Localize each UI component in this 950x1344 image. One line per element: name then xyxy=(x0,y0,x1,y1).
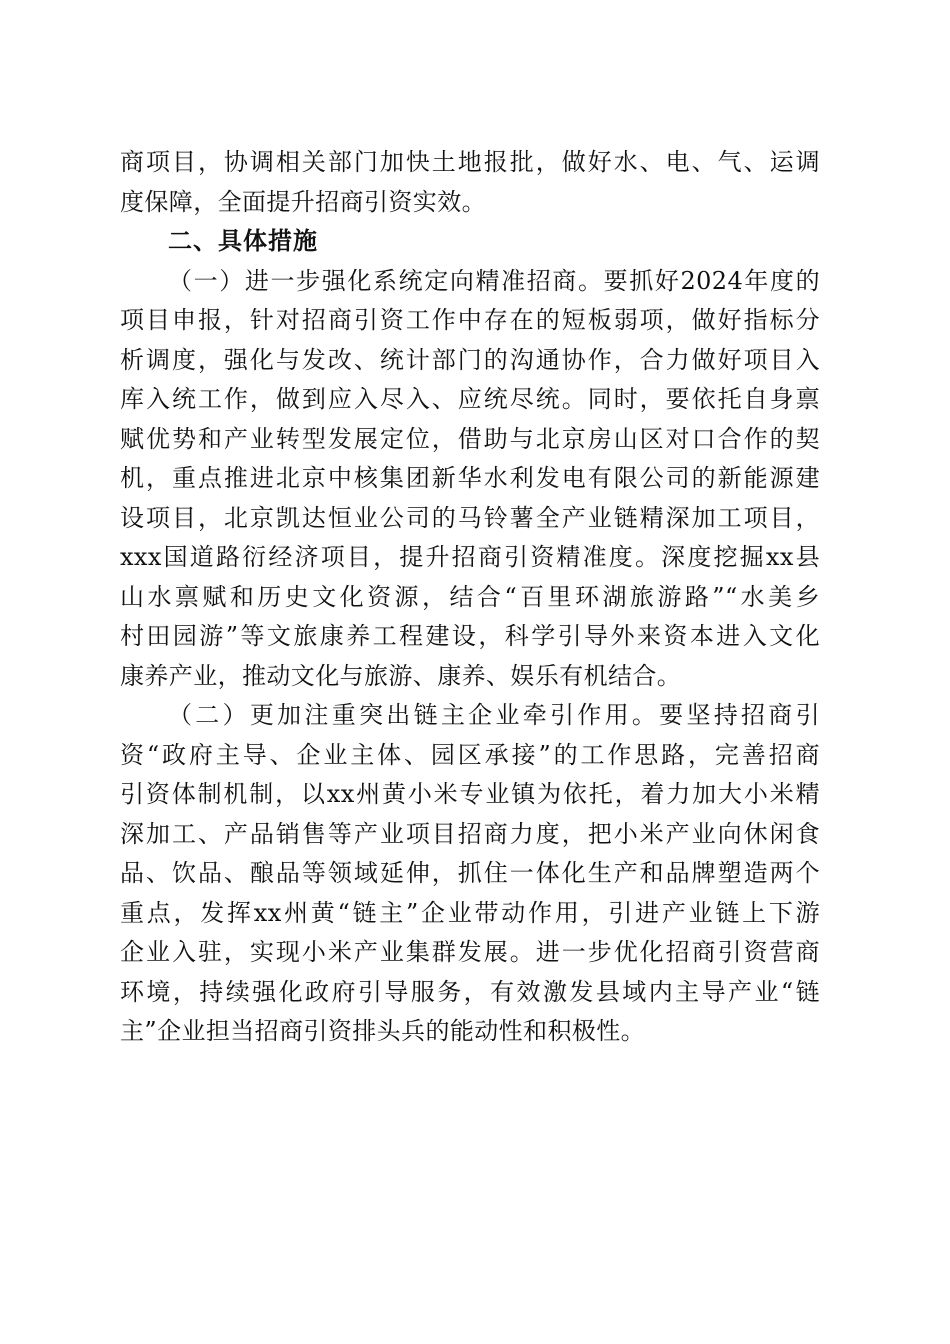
paragraph-line: 引资体制机制，以xx州黄小米专业镇为依托，着力加大小米精 xyxy=(120,780,820,808)
paragraph-line: 企业入驻，实现小米产业集群发展。进一步优化招商引资营商 xyxy=(120,938,820,966)
paragraph-text: 要抓好2024年度的 xyxy=(603,266,820,295)
paragraph-line: 商项目，协调相关部门加快土地报批，做好水、电、气、运调 xyxy=(120,148,820,176)
paragraph-line xyxy=(120,262,820,302)
paragraph-line: 设项目，北京凯达恒业公司的马铃薯全产业链精深加工项目， xyxy=(120,503,820,532)
paragraph-line: 赋优势和产业转型发展定位，借助与北京房山区对口合作的契 xyxy=(120,424,820,453)
paragraph-line: 主”企业担当招商引资排头兵的能动性和积极性。 xyxy=(120,1017,646,1045)
paragraph-line: xxx国道路衍经济项目，提升招商引资精准度。深度挖掘xx县 xyxy=(120,543,820,571)
paragraph-text: 要坚持招商引 xyxy=(659,701,820,729)
paragraph-line: 析调度，强化与发改、统计部门的沟通协作，合力做好项目入 xyxy=(120,345,820,374)
paragraph-line: 重点，发挥xx州黄“链主”企业带动作用，引进产业链上下游 xyxy=(120,898,820,927)
paragraph-line: 度保障，全面提升招商引资实效。 xyxy=(120,187,486,216)
paragraph-line: 品、饮品、酿品等领域延伸，抓住一体化生产和品牌塑造两个 xyxy=(120,859,820,887)
paragraph-line: 项目申报，针对招商引资工作中存在的短板弱项，做好指标分 xyxy=(120,306,820,334)
subsection-title: （一）进一步强化系统定向精准招商。 xyxy=(168,266,604,295)
section-heading: 二、具体措施 xyxy=(168,227,318,255)
paragraph-line: 资“政府主导、企业主体、园区承接”的工作思路，完善招商 xyxy=(120,740,820,769)
paragraph-line: 村田园游”等文旅康养工程建设，科学引导外来资本进入文化 xyxy=(120,622,820,650)
document-body xyxy=(120,143,820,1052)
paragraph-line: 环境，持续强化政府引导服务，有效激发县域内主导产业“链 xyxy=(120,977,820,1006)
paragraph-line: 深加工、产品销售等产业项目招商力度，把小米产业向休闲食 xyxy=(120,819,820,848)
paragraph-line: 山水禀赋和历史文化资源，结合“百里环湖旅游路”“水美乡 xyxy=(120,582,820,611)
paragraph-line: 机，重点推进北京中核集团新华水利发电有限公司的新能源建 xyxy=(120,464,820,492)
subsection-title: （二）更加注重突出链主企业牵引作用。 xyxy=(168,701,660,729)
paragraph-line: 康养产业，推动文化与旅游、康养、娱乐有机结合。 xyxy=(120,661,682,690)
paragraph-line xyxy=(120,696,820,736)
paragraph-line: 库入统工作，做到应入尽入、应统尽统。同时，要依托自身禀 xyxy=(120,385,820,413)
